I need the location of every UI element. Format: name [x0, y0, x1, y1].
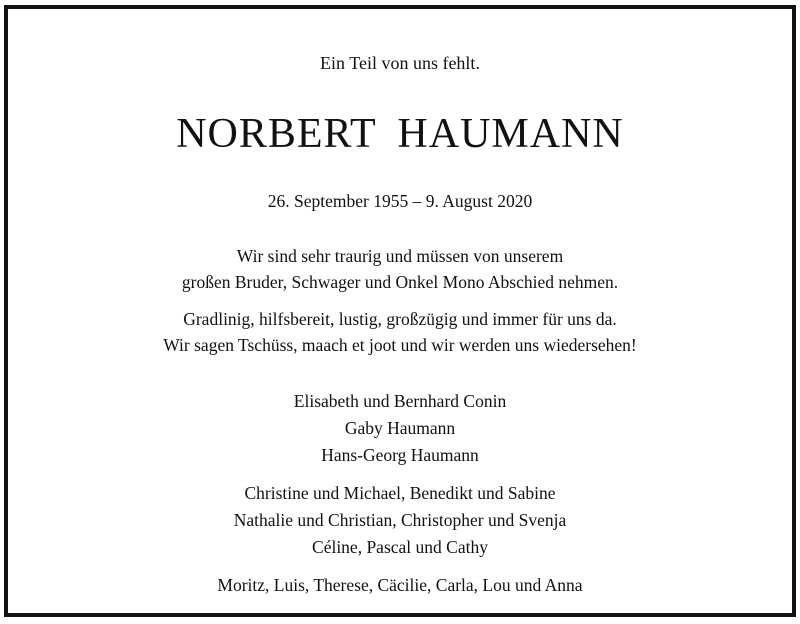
tribute-line-2: Wir sagen Tschüss, maach et joot und wir werden uns wiedersehen!	[163, 335, 637, 355]
family-siblings-1: Elisabeth und Bernhard Conin	[293, 391, 507, 411]
message-line-2: großen Bruder, Schwager und Onkel Mono Abschied nehmen.	[181, 272, 619, 292]
obituary-notice	[8, 9, 792, 613]
deceased-name: NORBERT HAUMANN	[176, 111, 624, 157]
family-next-2: Nathalie und Christian, Christopher und Svenja	[233, 510, 567, 530]
opening-line: Ein Teil von uns fehlt.	[320, 53, 480, 73]
family-siblings-2: Gaby Haumann	[344, 418, 456, 438]
notice-frame	[4, 5, 796, 617]
life-dates: 26. September 1955 – 9. August 2020	[267, 191, 533, 211]
family-next-1: Christine und Michael, Benedikt und Sabine	[244, 483, 556, 503]
family-siblings-3: Hans-Georg Haumann	[321, 445, 479, 465]
tribute-line-1: Gradlinig, hilfsbereit, lustig, großzügig und immer für uns da.	[183, 309, 617, 329]
message-line-1: Wir sind sehr traurig und müssen von unserem	[236, 246, 564, 266]
family-youngest: Moritz, Luis, Therese, Cäcilie, Carla, Lou und Anna	[217, 575, 583, 595]
family-next-3: Céline, Pascal und Cathy	[312, 537, 488, 557]
